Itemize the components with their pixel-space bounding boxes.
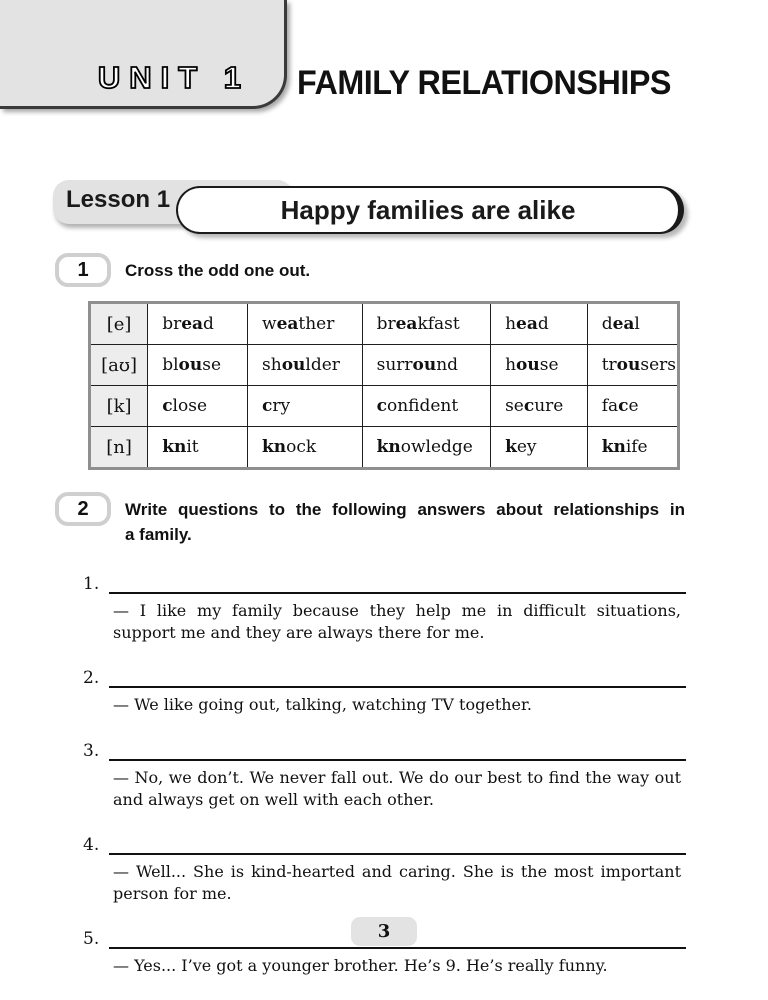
exercise2-instruction xyxy=(125,492,685,547)
sound-symbol: [n] xyxy=(90,427,148,469)
word-bold-letters: ea xyxy=(276,314,299,334)
word: knock xyxy=(248,427,363,469)
word-bold-letters: kn xyxy=(262,437,287,457)
word: weather xyxy=(248,303,363,345)
word-bold-letters: kn xyxy=(162,437,187,457)
word-bold-letters: ou xyxy=(516,355,540,375)
answer-blank-line xyxy=(109,740,686,761)
lesson-title: Happy families are alike xyxy=(280,194,576,225)
lesson-label: Lesson 1 xyxy=(66,186,171,213)
table-row xyxy=(90,303,679,345)
word-bold-letters: ou xyxy=(178,355,203,375)
word: face xyxy=(587,386,678,427)
answer-blank-line xyxy=(109,573,686,594)
word-bold-letters: c xyxy=(262,396,273,416)
unit-label: UNIT 1 xyxy=(97,60,250,95)
exercise1-number-badge: 1 xyxy=(55,253,111,287)
exercise2-header xyxy=(55,492,686,547)
phonics-table-body xyxy=(90,303,679,469)
word-bold-letters: ea xyxy=(181,314,204,334)
answer-text: — We like going out, talking, watching TV together. xyxy=(113,695,532,715)
word: key xyxy=(491,427,588,469)
word-bold-letters: ou xyxy=(281,355,306,375)
word: blouse xyxy=(148,345,248,386)
item-number: 4. xyxy=(83,834,100,855)
exercise2-instruction-line2: a family. xyxy=(125,524,192,544)
item-number: 2. xyxy=(83,668,100,689)
word: house xyxy=(491,345,588,386)
answer-text: — No, we don’t. We never fall out. We do our best to find the way out and always get on well with each other. xyxy=(113,767,681,809)
qa-item xyxy=(55,573,686,644)
word: knife xyxy=(587,427,678,469)
qa-line-row xyxy=(83,740,686,761)
word: knowledge xyxy=(362,427,490,469)
word-bold-letters: ou xyxy=(616,355,641,375)
qa-item xyxy=(55,834,686,905)
page-number: 3 xyxy=(377,921,391,942)
word: head xyxy=(491,303,588,345)
phonics-table xyxy=(88,301,680,470)
sound-symbol: [e] xyxy=(90,303,148,345)
word-bold-letters: ea xyxy=(612,314,635,334)
word: confident xyxy=(362,386,490,427)
word: cry xyxy=(248,386,363,427)
lesson-title-box xyxy=(176,186,684,234)
sound-symbol: [aʊ] xyxy=(90,345,148,386)
item-number: 1. xyxy=(83,574,100,595)
exercise1-header xyxy=(55,253,686,287)
word-bold-letters: kn xyxy=(601,437,626,457)
word-bold-letters: ea xyxy=(516,314,538,334)
item-number: 3. xyxy=(83,740,100,761)
page-number-pill xyxy=(351,917,417,946)
table-row xyxy=(90,345,679,386)
exercise1-instruction: Cross the odd one out. xyxy=(125,261,311,280)
qa-line-row xyxy=(83,667,686,688)
item-number: 5. xyxy=(83,928,100,949)
word-bold-letters: ea xyxy=(395,314,418,334)
answer-text: — Yes... I’ve got a younger brother. He’s 9. He’s really funny. xyxy=(113,955,608,975)
qa-item xyxy=(55,667,686,716)
qa-item xyxy=(55,740,686,811)
word: close xyxy=(148,386,248,427)
word: shoulder xyxy=(248,345,363,386)
word: surround xyxy=(362,345,490,386)
answer-text: — Well... She is kind-hearted and caring. She is the most important person for me. xyxy=(113,861,681,903)
word-bold-letters: k xyxy=(505,437,517,457)
word-bold-letters: c xyxy=(162,396,173,416)
page-content xyxy=(55,253,686,1000)
unit-header-box xyxy=(0,0,287,109)
word: deal xyxy=(587,303,678,345)
lesson-banner xyxy=(53,178,686,236)
exercise2-instruction-line1: Write questions to the following answers about relationships in xyxy=(125,500,685,519)
word-bold-letters: c xyxy=(523,396,535,416)
unit-title: FAMILY RELATIONSHIPS xyxy=(297,64,671,102)
table-row xyxy=(90,427,679,469)
word-bold-letters: ou xyxy=(412,355,437,375)
word: breakfast xyxy=(362,303,490,345)
table-row xyxy=(90,386,679,427)
answer-blank-line xyxy=(109,834,686,855)
qa-line-row xyxy=(83,834,686,855)
sound-symbol: [k] xyxy=(90,386,148,427)
qa-line-row xyxy=(83,573,686,594)
word-bold-letters: kn xyxy=(376,437,401,457)
word: trousers xyxy=(587,345,678,386)
answer-blank-line xyxy=(109,667,686,688)
exercise2-number-badge: 2 xyxy=(55,492,111,526)
word-bold-letters: c xyxy=(618,396,629,416)
word: bread xyxy=(148,303,248,345)
word: secure xyxy=(491,386,588,427)
word: knit xyxy=(148,427,248,469)
word-bold-letters: c xyxy=(376,396,387,416)
answer-text: — I like my family because they help me in difficult situations, support me and they are always there for me. xyxy=(113,601,681,643)
